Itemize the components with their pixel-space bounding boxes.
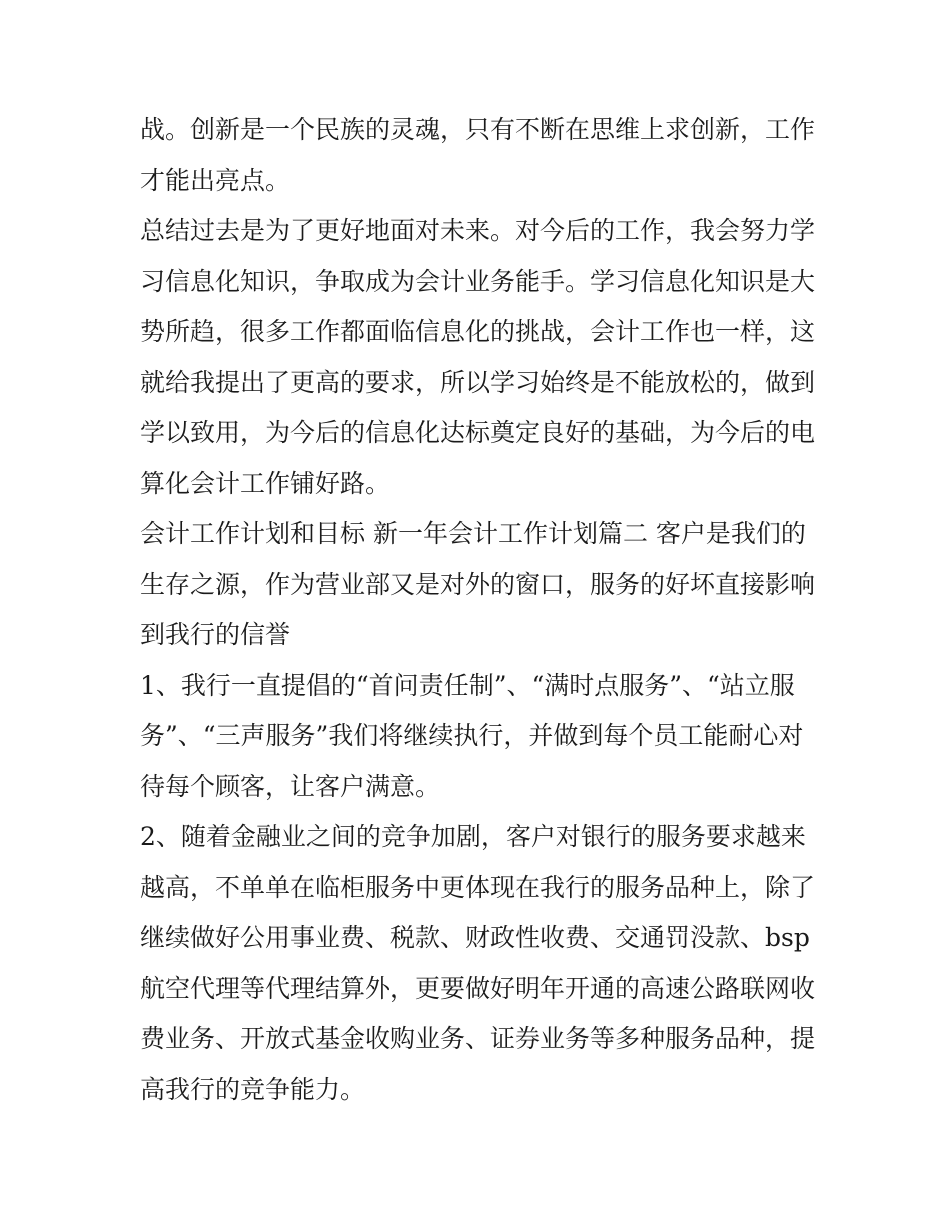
text-line: 会计工作计划和目标 新一年会计工作计划篇二 客户是我们的 xyxy=(140,519,806,548)
text-line: 生存之源，作为营业部又是对外的窗口，服务的好坏直接影响 xyxy=(140,569,816,599)
text-line: 航空代理等代理结算外，更要做好明年开通的高速公路联网收 xyxy=(140,973,816,1003)
text-line: 费业务、开放式基金收购业务、证券业务等多种服务品种，提 xyxy=(140,1024,816,1053)
text-line: 学以致用，为今后的信息化达标奠定良好的基础，为今后的电 xyxy=(140,418,816,447)
text-line: 到我行的信誉 xyxy=(140,620,291,649)
text-line: 2、随着金融业之间的竞争加剧，客户对银行的服务要求越来 xyxy=(140,822,806,851)
text-line: 越高，不单单在临柜服务中更体现在我行的服务品种上，除了 xyxy=(140,872,816,902)
text-line: 高我行的竞争能力。 xyxy=(140,1074,366,1104)
text-line: 才能出亮点。 xyxy=(140,165,291,195)
text-line: 就给我提出了更高的要求，所以学习始终是不能放松的，做到 xyxy=(140,367,816,397)
text-line: 总结过去是为了更好地面对未来。对今后的工作，我会努力学 xyxy=(140,216,816,245)
text-line: 算化会计工作铺好路。 xyxy=(140,468,391,498)
text-line: 1、我行一直提倡的“首问责任制”、“满时点服务”、“站立服 xyxy=(140,670,795,700)
text-line: 务”、“三声服务”我们将继续执行，并做到每个员工能耐心对 xyxy=(140,721,804,750)
text-line: 势所趋，很多工作都面临信息化的挑战，会计工作也一样，这 xyxy=(140,317,816,346)
text-line: 战。创新是一个民族的灵魂，只有不断在思维上求创新，工作 xyxy=(140,115,816,144)
document-body xyxy=(140,105,820,1115)
text-line: 习信息化知识，争取成为会计业务能手。学习信息化知识是大 xyxy=(140,266,816,296)
text-line: 继续做好公用事业费、税款、财政性收费、交通罚没款、bsp xyxy=(140,923,810,952)
text-line: 待每个顾客，让客户满意。 xyxy=(140,771,441,801)
